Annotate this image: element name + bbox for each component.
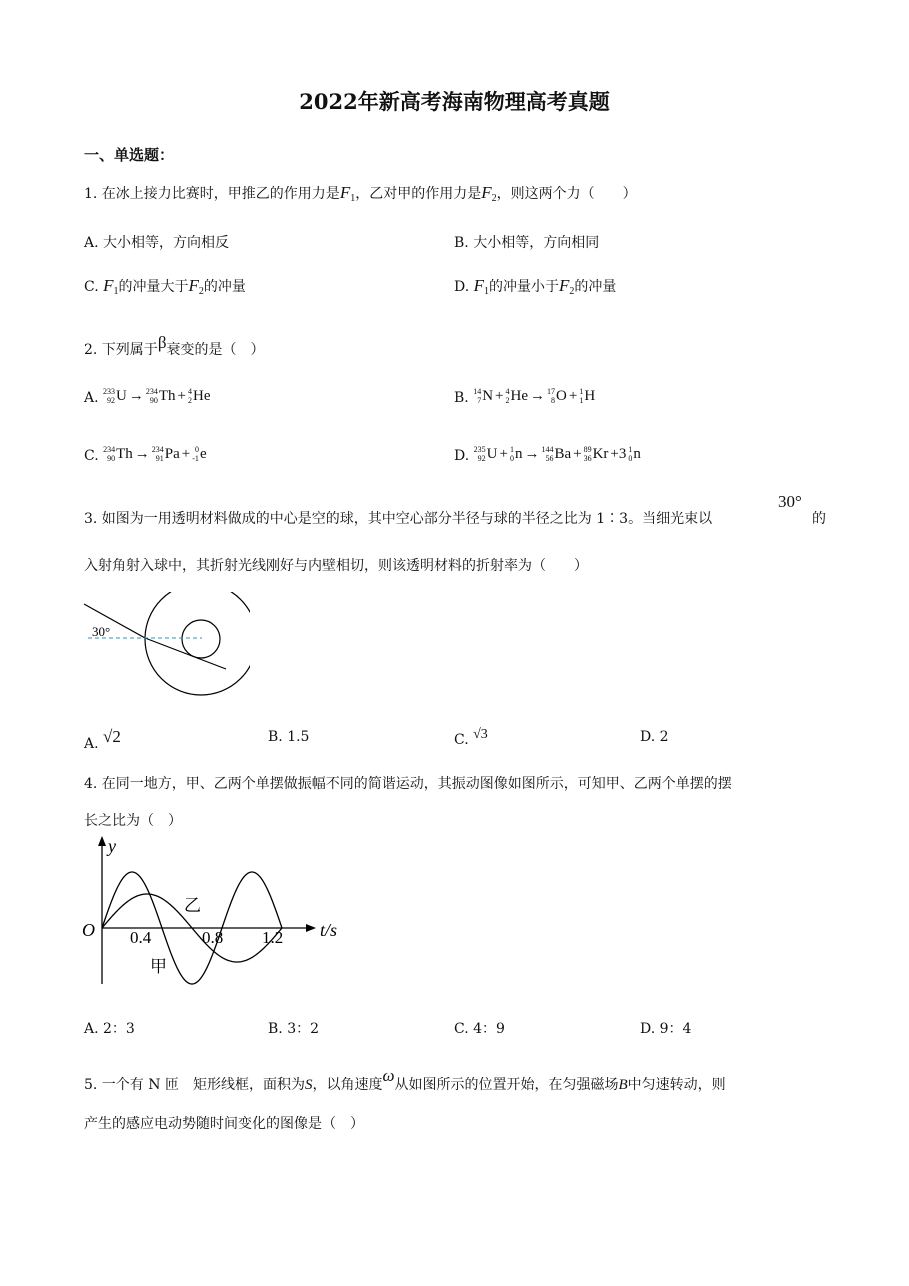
isotope-numbers: 89 36 — [583, 445, 592, 463]
q4-option-b[interactable]: B. 3：2 — [268, 1021, 320, 1037]
element-symbol: n — [514, 445, 523, 462]
equation-operator: + — [177, 387, 186, 404]
q2-option-b[interactable]: B. 14 7 N + 4 2 He → 17 8 O + 1 1 H — [454, 387, 596, 406]
isotope-numbers: 235 92 — [473, 445, 486, 463]
equation-operator: + — [495, 387, 504, 404]
q4-option-d[interactable]: D. 9：4 — [640, 1021, 692, 1037]
question-2-stem: 2. 下列属于β衰变的是（ ） — [84, 333, 265, 358]
x-axis-label: t/s — [320, 920, 338, 940]
isotope-numbers: 4 2 — [188, 387, 192, 405]
element-symbol: Th — [158, 387, 176, 404]
element-symbol: O — [556, 387, 567, 404]
tick-0-8: 0.8 — [202, 928, 224, 947]
question-3-line1: 3. 如图为一用透明材料做成的中心是空的球，其中空心部分半径与球的半径之比为 1∶3。当细光束以 — [84, 511, 713, 527]
isotope-numbers: 1 1 — [579, 387, 584, 405]
isotope-numbers: 234 90 — [103, 445, 116, 463]
q4-option-a[interactable]: A. 2：3 — [84, 1021, 135, 1037]
page-title: 2022年新高考海南物理高考真题 — [299, 89, 610, 114]
q3-option-a[interactable]: A. √2 — [84, 727, 121, 752]
q1-option-d[interactable]: D. $F_1$的冲量小于$F_2$的冲量 — [454, 276, 617, 297]
q2-option-d[interactable]: D. 235 92 U + 1 0 n → 144 56 Ba + 89 36 Kr +3 1 0 n — [454, 445, 641, 464]
equation-operator: + — [499, 445, 508, 462]
q3-option-b[interactable]: B. 1.5 — [268, 729, 310, 745]
element-symbol: Ba — [554, 445, 572, 462]
x-axis-arrow — [306, 924, 316, 932]
tick-1-2: 1.2 — [262, 928, 284, 947]
isotope-numbers: 14 7 — [473, 387, 482, 405]
isotope-numbers: 1 0 — [628, 445, 633, 463]
question-3-line1-tail: 的 — [812, 511, 826, 527]
isotope-numbers: 0 -1 — [192, 445, 199, 463]
q2-option-a[interactable]: A. 233 92 U → 234 90 Th + 4 2 He — [84, 387, 211, 406]
isotope-numbers: 144 56 — [541, 445, 554, 463]
nuclear-equation-b — [473, 387, 595, 405]
element-symbol: n — [633, 445, 641, 462]
element-symbol: e — [199, 445, 207, 462]
q1-option-c[interactable]: C. $F_1$的冲量大于$F_2$的冲量 — [84, 276, 246, 297]
question-4-line2: 长之比为（ ） — [84, 813, 182, 829]
isotope-numbers: 234 91 — [151, 445, 164, 463]
var-f2: $F_2$ — [481, 183, 497, 204]
q1-option-a[interactable]: A. 大小相等，方向相反 — [84, 235, 230, 251]
nuclear-equation-d — [474, 445, 641, 463]
equation-operator: → — [530, 387, 546, 404]
var-f1: $F_1$ — [339, 183, 356, 204]
q3-angle: 30° — [778, 492, 802, 511]
oscillation-graph — [78, 832, 358, 992]
omega-symbol: ω — [382, 1066, 395, 1085]
q2-option-c[interactable]: C. 234 90 Th → 234 91 Pa + 0 -1 e — [84, 445, 207, 464]
origin-label: O — [82, 920, 95, 940]
element-symbol: Th — [116, 445, 133, 462]
equation-operator: → — [128, 387, 144, 404]
question-4-line1: 4. 在同一地方，甲、乙两个单摆做振幅不同的简谐运动，其振动图像如图所示，可知甲、乙两个单摆的摆 — [84, 776, 732, 792]
q4-option-c[interactable]: C. 4：9 — [454, 1021, 505, 1037]
question-5-line2: 产生的感应电动势随时间变化的图像是（ ） — [84, 1116, 364, 1132]
question-1-stem: 1. 在冰上接力比赛时，甲推乙的作用力是$F_1$，乙对甲的作用力是$F_2$，则这两个力（ ） — [84, 183, 637, 204]
label-jia: 甲 — [150, 957, 167, 976]
element-symbol: Kr — [592, 445, 609, 462]
isotope-numbers: 17 8 — [547, 387, 556, 405]
element-symbol: Pa — [164, 445, 180, 462]
element-symbol: N — [482, 387, 494, 404]
equation-operator: → — [134, 445, 150, 462]
beta-symbol: β — [157, 333, 167, 352]
nuclear-equation-a — [103, 387, 210, 405]
y-axis-label: y — [108, 836, 116, 856]
sphere-figure — [80, 592, 250, 712]
figure-angle-label: 30° — [92, 624, 111, 639]
tick-0-4: 0.4 — [130, 928, 152, 947]
nuclear-equation-c — [103, 445, 206, 463]
isotope-numbers: 1 0 — [509, 445, 514, 463]
y-axis-arrow — [98, 836, 106, 846]
equation-operator: + — [568, 387, 578, 404]
element-symbol: U — [116, 387, 127, 404]
isotope-numbers: 234 90 — [145, 387, 158, 405]
section-heading: 一、单选题： — [84, 146, 175, 164]
q1-option-b[interactable]: B. 大小相等，方向相同 — [454, 235, 600, 251]
equation-operator: + — [181, 445, 191, 462]
q3-option-d[interactable]: D. 2 — [640, 729, 669, 745]
question-3-line2: 入射角射入球中，其折射光线刚好与内壁相切，则该透明材料的折射率为（ ） — [84, 558, 588, 574]
isotope-numbers: 233 92 — [103, 387, 116, 405]
element-symbol: He — [193, 387, 211, 404]
element-symbol: He — [510, 387, 529, 404]
equation-operator: + — [573, 445, 582, 462]
equation-operator: → — [524, 445, 540, 462]
q3-option-c[interactable]: C. √3 — [454, 727, 488, 748]
isotope-numbers: 4 2 — [505, 387, 510, 405]
element-symbol: H — [584, 387, 596, 404]
question-5-line1: 5. 一个有 N 匝 矩形线框，面积为S，以角速度ω从如图所示的位置开始，在匀强磁场B中匀速转动，则 — [84, 1066, 726, 1093]
equation-operator: +3 — [610, 445, 627, 462]
label-yi: 乙 — [184, 896, 201, 915]
inner-hollow — [182, 620, 220, 658]
element-symbol: U — [486, 445, 498, 462]
